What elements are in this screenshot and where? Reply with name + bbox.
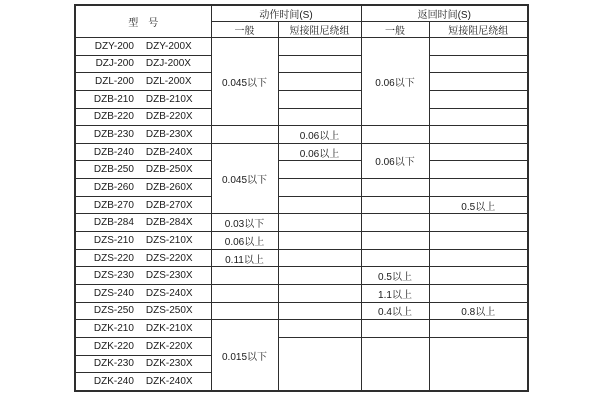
model-name-x-variant: DZB-220X <box>145 111 193 123</box>
model-name-x-variant: DZB-250X <box>145 164 193 176</box>
return_general-cell: 0.4以上 <box>361 302 429 320</box>
spec-table-body <box>75 38 528 392</box>
model-cell <box>75 249 211 267</box>
model-name-x-variant: DZJ-200X <box>145 58 191 70</box>
return_damping-cell <box>429 90 528 108</box>
model-cell <box>75 284 211 302</box>
action_damping-cell <box>278 337 361 391</box>
header-model: 型 号 <box>75 5 211 38</box>
model-name: DZK-230 <box>93 358 134 370</box>
model-cell <box>75 337 211 355</box>
header-return-damping-winding: 短接阻尼绕组 <box>429 22 528 38</box>
action_damping-cell <box>278 320 361 338</box>
action_general-cell: 0.03以下 <box>211 214 278 232</box>
return_damping-cell: 0.8以上 <box>429 302 528 320</box>
action_damping-cell <box>278 73 361 91</box>
table-row <box>75 196 528 214</box>
model-name: DZY-200 <box>94 40 134 52</box>
model-name: DZK-220 <box>93 340 134 352</box>
table-row <box>75 108 528 126</box>
model-name: DZB-270 <box>93 199 134 211</box>
model-name-x-variant: DZS-220X <box>145 252 193 264</box>
action_general-cell: 0.06以上 <box>211 232 278 250</box>
action_general-cell: 0.045以下 <box>211 143 278 214</box>
model-name: DZB-250 <box>93 164 134 176</box>
return_general-cell <box>361 126 429 144</box>
model-name-x-variant: DZS-240X <box>145 287 193 299</box>
model-name: DZL-200 <box>95 76 134 88</box>
action_damping-cell <box>278 38 361 56</box>
table-row <box>75 284 528 302</box>
table-row <box>75 38 528 56</box>
model-name-x-variant: DZY-200X <box>145 40 192 52</box>
return_damping-cell <box>429 284 528 302</box>
action_damping-cell <box>278 90 361 108</box>
return_general-cell: 1.1以上 <box>361 284 429 302</box>
action_damping-cell <box>278 108 361 126</box>
return_general-cell <box>361 232 429 250</box>
return_damping-cell <box>429 337 528 391</box>
return_damping-cell <box>429 232 528 250</box>
model-cell <box>75 55 211 73</box>
model-cell <box>75 38 211 56</box>
model-cell <box>75 126 211 144</box>
table-row <box>75 232 528 250</box>
return_general-cell <box>361 249 429 267</box>
model-cell <box>75 108 211 126</box>
header-row-groups <box>75 5 528 22</box>
return_damping-cell <box>429 143 528 161</box>
return_damping-cell <box>429 73 528 91</box>
relay-timing-spec-table <box>74 4 527 392</box>
model-name: DZB-210 <box>93 93 134 105</box>
model-cell <box>75 73 211 91</box>
model-name: DZS-210 <box>93 234 134 246</box>
model-name-x-variant: DZB-270X <box>145 199 193 211</box>
return_general-cell <box>361 196 429 214</box>
model-cell <box>75 179 211 197</box>
table-row <box>75 73 528 91</box>
header-action-general: 一般 <box>211 22 278 38</box>
action_general-cell <box>211 302 278 320</box>
action_damping-cell <box>278 232 361 250</box>
model-name: DZS-230 <box>93 270 134 282</box>
table-row <box>75 55 528 73</box>
model-name-x-variant: DZB-230X <box>145 129 193 141</box>
return_damping-cell <box>429 267 528 285</box>
return_damping-cell <box>429 108 528 126</box>
model-cell <box>75 232 211 250</box>
return_general-cell <box>361 214 429 232</box>
header-action-damping-winding: 短接阻尼绕组 <box>278 22 361 38</box>
table-row <box>75 249 528 267</box>
model-name: DZJ-200 <box>95 58 134 70</box>
table-row <box>75 143 528 161</box>
model-name-x-variant: DZK-210X <box>145 323 193 335</box>
return_damping-cell <box>429 161 528 179</box>
model-name: DZB-240 <box>93 146 134 158</box>
model-name: DZK-240 <box>93 376 134 388</box>
return_general-cell <box>361 320 429 338</box>
action_general-cell: 0.015以下 <box>211 320 278 391</box>
return_damping-cell <box>429 214 528 232</box>
model-name-x-variant: DZB-210X <box>145 93 193 105</box>
model-cell <box>75 302 211 320</box>
header-action-time-group: 动作时间(S) <box>211 5 361 22</box>
header-return-general: 一般 <box>361 22 429 38</box>
model-name-x-variant: DZK-240X <box>145 376 193 388</box>
model-name-x-variant: DZL-200X <box>145 76 192 88</box>
action_damping-cell <box>278 55 361 73</box>
return_damping-cell <box>429 126 528 144</box>
action_general-cell: 0.11以上 <box>211 249 278 267</box>
return_damping-cell <box>429 55 528 73</box>
model-name-x-variant: DZK-220X <box>145 340 193 352</box>
return_damping-cell <box>429 179 528 197</box>
action_general-cell: 0.045以下 <box>211 38 278 126</box>
model-cell <box>75 267 211 285</box>
header-return-time-group: 返回时间(S) <box>361 5 528 22</box>
action_damping-cell <box>278 214 361 232</box>
return_general-cell <box>361 179 429 197</box>
action_damping-cell <box>278 284 361 302</box>
action_general-cell <box>211 284 278 302</box>
model-cell <box>75 143 211 161</box>
action_general-cell <box>211 267 278 285</box>
table-row <box>75 126 528 144</box>
model-name: DZK-210 <box>93 323 134 335</box>
table-row <box>75 320 528 338</box>
return_general-cell: 0.06以下 <box>361 38 429 126</box>
model-name-x-variant: DZK-230X <box>145 358 193 370</box>
model-name: DZB-284 <box>93 217 134 229</box>
model-cell <box>75 320 211 338</box>
model-name: DZB-260 <box>93 181 134 193</box>
model-cell <box>75 161 211 179</box>
return_general-cell <box>361 337 429 391</box>
return_damping-cell: 0.5以上 <box>429 196 528 214</box>
model-cell <box>75 355 211 373</box>
return_general-cell: 0.06以下 <box>361 143 429 178</box>
return_general-cell: 0.5以上 <box>361 267 429 285</box>
table-row <box>75 179 528 197</box>
model-cell <box>75 90 211 108</box>
return_damping-cell <box>429 38 528 56</box>
model-cell <box>75 214 211 232</box>
model-name-x-variant: DZB-260X <box>145 181 193 193</box>
table-row <box>75 267 528 285</box>
model-name-x-variant: DZB-284X <box>145 217 193 229</box>
table-row <box>75 90 528 108</box>
model-name-x-variant: DZB-240X <box>145 146 193 158</box>
return_damping-cell <box>429 249 528 267</box>
action_damping-cell <box>278 302 361 320</box>
model-name-x-variant: DZS-250X <box>145 305 193 317</box>
spec-table <box>74 4 529 392</box>
model-cell <box>75 196 211 214</box>
table-row <box>75 302 528 320</box>
model-name: DZS-250 <box>93 305 134 317</box>
table-row <box>75 161 528 179</box>
model-name-x-variant: DZS-210X <box>145 234 193 246</box>
action_damping-cell <box>278 267 361 285</box>
model-name: DZS-220 <box>93 252 134 264</box>
action_damping-cell <box>278 196 361 214</box>
table-row <box>75 337 528 355</box>
model-name-x-variant: DZS-230X <box>145 270 193 282</box>
model-cell <box>75 373 211 391</box>
model-name: DZS-240 <box>93 287 134 299</box>
action_damping-cell <box>278 161 361 179</box>
table-row <box>75 214 528 232</box>
return_damping-cell <box>429 320 528 338</box>
action_damping-cell <box>278 179 361 197</box>
action_damping-cell: 0.06以上 <box>278 126 361 144</box>
action_general-cell <box>211 126 278 144</box>
action_damping-cell: 0.06以上 <box>278 143 361 161</box>
model-name: DZB-220 <box>93 111 134 123</box>
model-name: DZB-230 <box>93 129 134 141</box>
action_damping-cell <box>278 249 361 267</box>
